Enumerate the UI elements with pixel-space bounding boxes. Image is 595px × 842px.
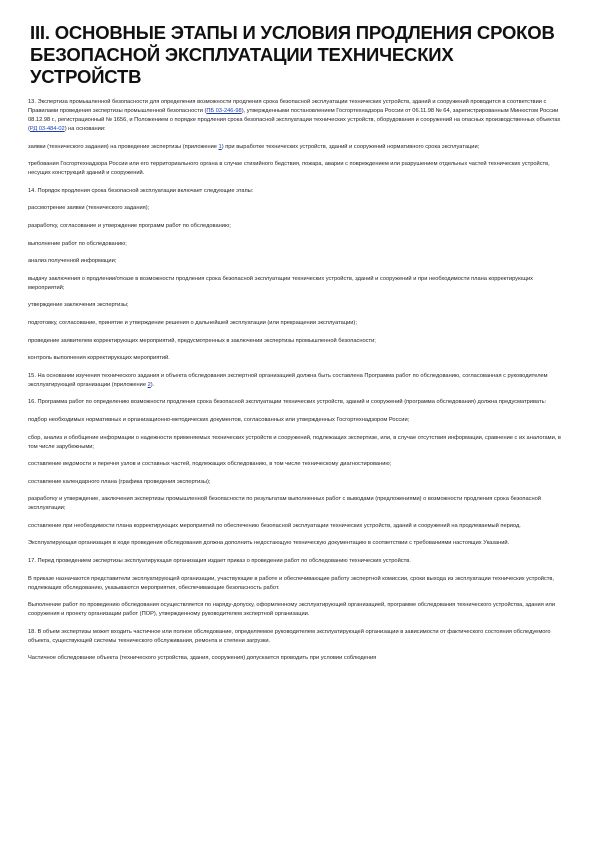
paragraph-17-item-2: Выполнение работ по проведению обследования осуществляется по наряду-допуску, оформленному эксплуатирующей организацией, программе обследования технического устройства, здания или сооружения и проекту организации работ (ПОР), утвержденному руководителем экспертной организации. [28,602,556,618]
paragraph-14-item-1: рассмотрение заявки (технического задания); [28,205,150,212]
pb-03-246-98-link[interactable]: ПБ 03-246-98 [206,108,242,114]
paragraph-13-item-1 [28,143,567,152]
paragraph-text: ) на основании: [64,126,106,132]
paragraph-text: заявки (технического задания) на проведение экспертизы (приложение [28,143,219,150]
title-line-1: III. ОСНОВНЫЕ ЭТАПЫ И УСЛОВИЯ ПРОДЛЕНИЯ СРОКОВ [30,22,555,43]
paragraph-14-item-5: выдачу заключения о продлении/отказе в возможности продления срока безопасной эксплуатации технических устройств, зданий и сооружений и при необходимости плана корректирующих мероприятий; [28,275,533,291]
rd-03-484-02-link[interactable]: РД 03-484-02 [29,126,65,132]
paragraph-14-item-4: анализ полученной информации; [28,258,117,265]
paragraph-text: ) при выработке технических устройств, зданий и сооружений нормативного срока эксплуатации; [221,143,480,150]
section-title [28,22,567,88]
paragraph-14: 14. Порядок продления срока безопасной эксплуатации включает следующие этапы: [28,187,254,194]
paragraph-16-item-6: составление при необходимости плана корректирующих мероприятий по обеспечению безопасной эксплуатации технических устройств, зданий и сооружений на продлеваемый период. [28,522,521,529]
paragraph-16: 16. Программа работ по определению возможности продления срока безопасной эксплуатации технических устройств, зданий и сооружений (программа обследования) должна предусматривать: [28,399,547,406]
paragraph-13-item-2: требования Госгортехнадзора России или его территориального органа в случае стихийного бедствия, пожара, аварии с повреждением или разрушением отдельных частей технических устройств, несущих конструкций зданий и сооружений. [28,161,550,177]
paragraph-text: ), утвержденными постановлением Госгортехнадзора России от 06.11.98 № 64, зарегистрированным Минюстом России 08.12.98 г., регистрационный № 1656, и Положением о порядке продления срока безопасной эксплуатации технических устройств, оборудования и сооружений на опасных производственных объектах ( [28,108,561,132]
paragraph-18: 18. В объем экспертизы может входить частичное или полное обследование, определяемое руководителем эксплуатирующей организации в зависимости от фактического состояния обследуемого объекта, существующей системы технического обслуживания, ремонта и степени загрузки. [28,628,551,644]
appendix-2-link[interactable]: 2 [147,381,151,388]
paragraph-13 [28,98,567,134]
paragraph-15 [28,372,567,390]
paragraph-14-item-2: разработку, согласование и утверждение программ работ по обследованию; [28,222,231,229]
paragraph-14-item-7: подготовку, согласование, принятие и утверждение решения о дальнейшей эксплуатации (или прекращении эксплуатации); [28,319,357,326]
paragraph-text: 15. На основании изучения технического задания и объекта обследования экспертной организацией должна быть составлена Программа работ по обследованию, согласованная с руководителем эксплуатирующей организации (приложение [28,372,548,388]
paragraph-18-item-1: Частичное обследование объекта (технического устройства, здания, сооружения) допускается проводить при условии соблюдения [28,655,377,662]
paragraph-text: 13. Экспертиза промышленной безопасности для определения возможности продления срока безопасной эксплуатации технических устройств, зданий и сооружений проводится в соответствии с Правилами проведения экспертизы промышленной безопасности ( [28,99,547,114]
paragraph-14-item-9: контроль выполнения корректирующих мероприятий. [28,355,170,362]
paragraph-text: ). [150,381,155,388]
paragraph-16-item-5: разработку и утверждение, заключения экспертизы промышленной безопасности по результатам выполненных работ с выводами (предложениями) о возможности продления срока безопасной эксплуатации; [28,496,541,512]
appendix-1-link[interactable]: 1 [218,143,222,150]
paragraph-17: 17. Перед проведением экспертизы эксплуатирующая организация издает приказ о проведении работ по обследованию технических устройств. [28,558,411,565]
document-body [28,98,567,663]
paragraph-14-item-3: выполнение работ по обследованию; [28,240,127,247]
paragraph-16-item-1: подбор необходимых нормативных и организационно-методических документов, согласованных или утвержденных Госгортехнадзором России; [28,416,410,423]
paragraph-14-item-8: проведение заявителем корректирующих мероприятий, предусмотренных в заключении экспертизы промышленной безопасности; [28,337,376,344]
paragraph-16-item-7: Эксплуатирующая организация в ходе проведения обследования должна дополнить недостающую техническую документацию в соответствии с требованиями настоящих Указаний. [28,540,510,547]
paragraph-14-item-6: утверждение заключения экспертизы; [28,302,129,309]
paragraph-16-item-2: сбор, анализ и обобщение информации о надежности применяемых технических устройств и сооружений, подлежащих экспертизе, или, в случае отсутствия информации, сравнение с их аналогами, в том числе зарубежными; [28,434,561,450]
paragraph-17-item-1: В приказе назначаются представители эксплуатирующей организации, участвующие в работе и обеспечивающие работу экспертной комиссии, сроки выхода из эксплуатации технических устройств, подлежащих обследованию, указываются мероприятия, обеспечивающие безопасность работ. [28,575,554,591]
title-line-2: БЕЗОПАСНОЙ ЭКСПЛУАТАЦИИ ТЕХНИЧЕСКИХ УСТРОЙСТВ [30,44,454,87]
paragraph-16-item-4: составление календарного плана (графика проведения экспертизы); [28,478,211,485]
paragraph-16-item-3: составление ведомости и перечня узлов и составных частей, подлежащих обследованию, в том числе техническому диагностированию; [28,461,392,468]
